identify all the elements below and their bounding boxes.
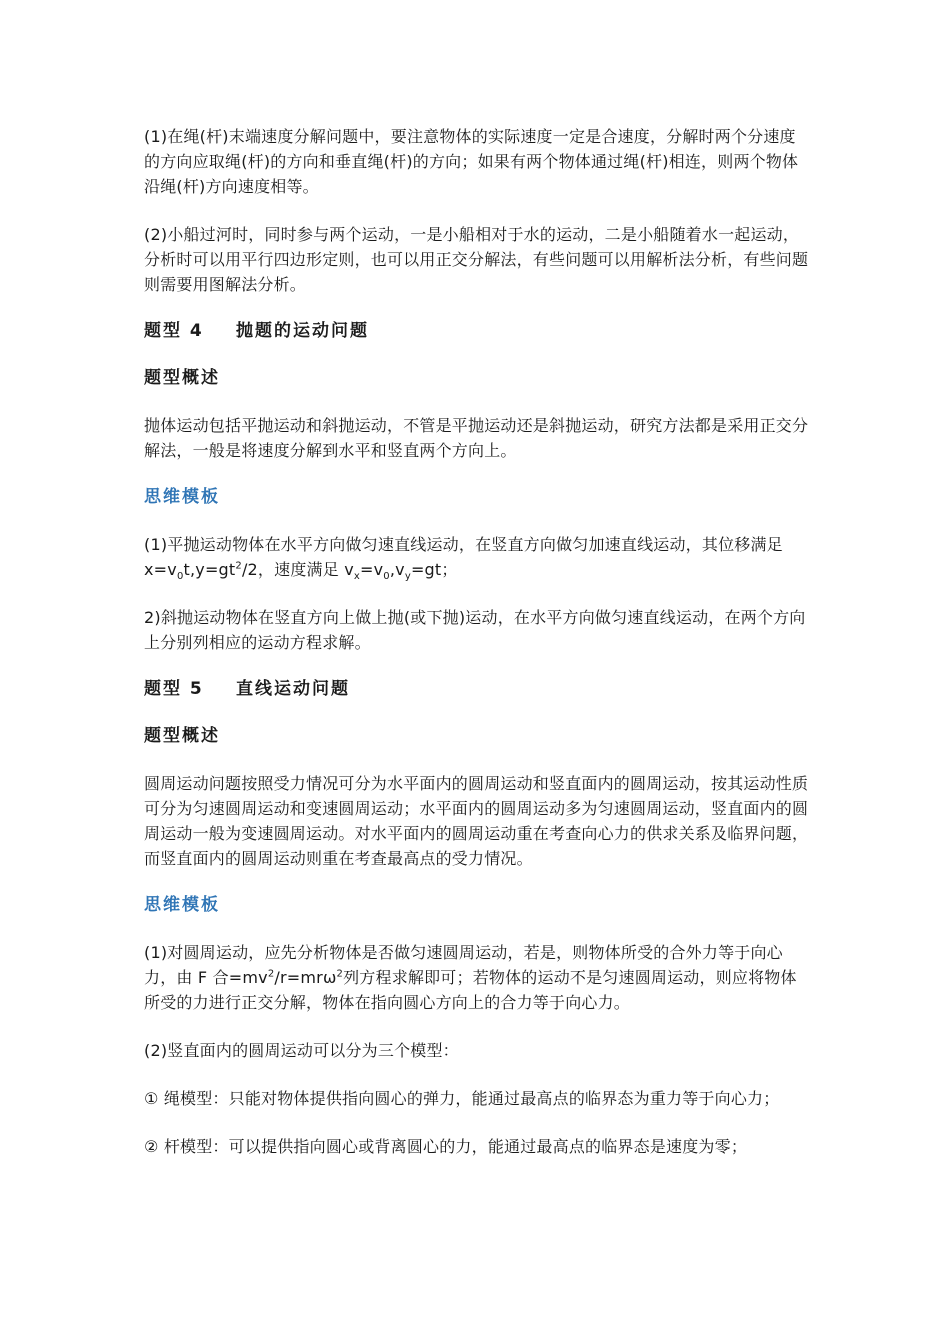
type5-rope-model: ① 绳模型：只能对物体提供指向圆心的弹力，能通过最高点的临界态为重力等于向心力；	[144, 1089, 780, 1108]
paragraph-boat-crossing: (2)小船过河时，同时参与两个运动，一是小船相对于水的运动，二是小船随着水一起运动，分析时可以用平行四边形定则，也可以用正交分解法，有些问题可以用解析法分析，有些问题则需要用图解法分析。	[144, 225, 809, 294]
type4-template-1: (1)平抛运动物体在水平方向做匀速直线运动，在竖直方向做匀加速直线运动，其位移满足 $x=v_0t,y=gt^2/2$，速度满足 $v_x=v_0,v_y=gt$；	[144, 535, 783, 583]
type5-overview: 圆周运动问题按照受力情况可分为水平面内的圆周运动和竖直面内的圆周运动，按其运动性质可分为匀速圆周运动和变速圆周运动；水平面内的圆周运动多为匀速圆周运动，竖直面内的圆周运动一般为变速圆周运动。对水平面内的圆周运动重在考查向心力的供求关系及临界问题，而竖直面内的圆周运动则重在考查最高点的受力情况。	[144, 774, 809, 868]
paragraph-rope-rod: (1)在绳(杆)末端速度分解问题中，要注意物体的实际速度一定是合速度，分解时两个分速度的方向应取绳(杆)的方向和垂直绳(杆)的方向；如果有两个物体通过绳(杆)相连，则两个物体沿绳(杆)方向速度相等。	[144, 127, 799, 196]
type4-title: 抛题的运动问题	[236, 321, 369, 341]
type5-overview-heading: 题型概述	[144, 726, 220, 746]
type4-heading	[144, 319, 809, 344]
type4-template-2: 2)斜抛运动物体在竖直方向上做上抛(或下抛)运动，在水平方向做匀速直线运动，在两个方向上分别列相应的运动方程求解。	[144, 608, 806, 652]
type5-template-heading: 思维模板	[144, 895, 220, 915]
type5-heading	[144, 677, 809, 702]
type4-overview: 抛体运动包括平抛运动和斜抛运动，不管是平抛运动还是斜抛运动，研究方法都是采用正交分解法，一般是将速度分解到水平和竖直两个方向上。	[144, 416, 809, 460]
type5-number: 题型 5	[144, 679, 204, 699]
type5-template-2: (2)竖直面内的圆周运动可以分为三个模型：	[144, 1041, 459, 1060]
type5-title: 直线运动问题	[236, 679, 350, 699]
type4-overview-heading: 题型概述	[144, 368, 220, 388]
type4-number: 题型 4	[144, 321, 204, 341]
document-content	[144, 124, 809, 1159]
type5-rod-model: ② 杆模型：可以提供指向圆心或背离圆心的力，能通过最高点的临界态是速度为零；	[144, 1137, 748, 1156]
type4-template-heading: 思维模板	[144, 487, 220, 507]
type5-template-1: (1)对圆周运动，应先分析物体是否做匀速圆周运动，若是，则物体所受的合外力等于向心力，由 F 合$=mv^2/r=mr\omega^2$列方程求解即可；若物体的运动不是匀速圆周运动，则应将物体所受的力进行正交分解，物体在指向圆心方向上的合力等于向心力。	[144, 943, 797, 1012]
